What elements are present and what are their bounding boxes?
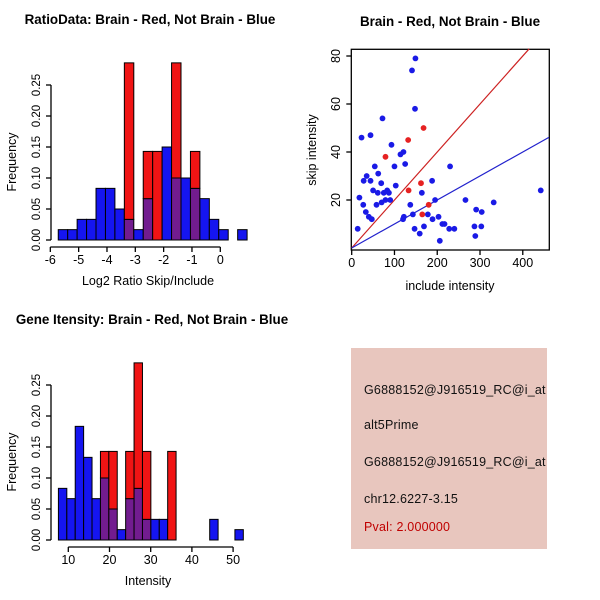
x-tick-label: 300 — [469, 256, 491, 270]
scatter-point-blue — [393, 183, 399, 189]
y-tick-label: 0.05 — [31, 497, 43, 521]
y-tick-label: 0.25 — [31, 373, 43, 397]
scatter-point-blue — [368, 132, 374, 138]
y-tick-label: 0.20 — [31, 104, 43, 128]
scatter-point-blue — [379, 200, 385, 206]
histogram-bar — [84, 457, 92, 540]
x-tick-label: 20 — [102, 553, 117, 567]
histogram-bar — [168, 451, 176, 540]
x-tick-label: -6 — [44, 253, 56, 267]
histogram-bar — [92, 499, 100, 540]
x-tick-label: 100 — [384, 256, 405, 270]
scatter-point-blue — [538, 188, 544, 194]
info-panel-background — [351, 348, 547, 549]
histogram-bar — [109, 451, 117, 509]
histogram-bar — [96, 188, 105, 240]
histogram-bar — [151, 519, 159, 540]
chart-title: Gene Itensity: Brain - Red, Not Brain - Blue — [15, 312, 289, 327]
y-tick-label: 0.15 — [31, 435, 43, 459]
y-tick-label: 0.00 — [31, 228, 43, 252]
histogram-bar — [134, 230, 143, 240]
gene-id-text: G6888152@J916519_RC@i_at — [364, 455, 546, 469]
info-panel — [300, 300, 600, 600]
y-tick-label: 0.10 — [31, 466, 43, 490]
scatter-point-blue — [389, 142, 395, 148]
histogram-bar — [100, 478, 108, 540]
scatter-point-blue — [491, 200, 497, 206]
scatter-point-red — [419, 212, 425, 218]
histogram-bar — [209, 219, 218, 240]
histogram-bar — [68, 230, 77, 240]
scatter-point-blue — [421, 224, 427, 230]
scatter-point-blue — [472, 224, 478, 230]
scatter-point-blue — [364, 173, 370, 179]
intensity-scatter-chart — [300, 0, 600, 300]
x-tick-label: 0 — [348, 256, 356, 270]
x-tick-label: -3 — [129, 253, 141, 267]
histogram-bar — [172, 63, 181, 178]
histogram-bar — [210, 519, 218, 540]
scatter-point-blue — [407, 202, 413, 208]
scatter-point-blue — [369, 216, 375, 222]
histogram-bar — [219, 230, 228, 240]
y-tick-label: 0.10 — [31, 166, 43, 190]
histogram-bar — [143, 199, 152, 240]
x-tick-label: 50 — [226, 553, 241, 567]
gene-intensity-histogram-chart — [0, 300, 300, 600]
x-tick-label: 200 — [426, 256, 448, 270]
histogram-bar — [142, 519, 150, 540]
histogram-bar — [190, 151, 199, 188]
y-tick-label: 0.05 — [31, 197, 43, 221]
scatter-point-blue — [356, 195, 362, 201]
histogram-bar — [77, 219, 86, 240]
x-tick-label: 30 — [143, 553, 158, 567]
y-tick-label: 60 — [329, 97, 343, 111]
x-tick-label: -4 — [101, 253, 113, 267]
scatter-point-blue — [375, 190, 381, 196]
scatter-point-blue — [451, 226, 457, 232]
scatter-point-blue — [398, 152, 404, 158]
x-tick-label: 40 — [184, 553, 199, 567]
scatter-point-blue — [479, 209, 485, 215]
x-axis-label: Intensity — [124, 574, 172, 588]
histogram-bar — [105, 188, 114, 240]
histogram-bar — [115, 209, 124, 240]
scatter-point-blue — [437, 238, 443, 244]
scatter-point-red — [421, 125, 427, 131]
scatter-point-blue — [400, 216, 406, 222]
histogram-bar — [58, 488, 66, 540]
y-axis-label: Frequency — [5, 432, 19, 492]
y-tick-label: 80 — [329, 49, 343, 63]
y-tick-label: 0.25 — [31, 73, 43, 97]
histogram-bar — [124, 63, 133, 219]
scatter-point-blue — [392, 164, 398, 170]
splice-type-text: alt5Prime — [364, 418, 419, 432]
y-tick-label: 20 — [329, 193, 343, 207]
scatter-point-blue — [380, 116, 386, 122]
histogram-bar — [143, 151, 152, 198]
scatter-point-blue — [381, 190, 387, 196]
histogram-bar — [100, 451, 108, 478]
scatter-point-blue — [472, 233, 478, 239]
histogram-bar — [200, 199, 209, 240]
scatter-point-blue — [425, 212, 431, 218]
scatter-point-blue — [430, 216, 436, 222]
x-tick-label: 400 — [512, 256, 534, 270]
histogram-bar — [134, 363, 142, 488]
histogram-bar — [126, 499, 134, 540]
x-tick-label: 0 — [216, 253, 224, 267]
y-axis-label: Frequency — [5, 132, 19, 192]
histogram-bar — [235, 530, 243, 540]
pval-text: Pval: 2.000000 — [364, 520, 451, 534]
histogram-bar — [153, 151, 162, 240]
chart-title: Brain - Red, Not Brain - Blue — [359, 14, 541, 29]
histogram-bar — [126, 451, 134, 498]
histogram-bar — [117, 530, 125, 540]
scatter-point-blue — [412, 106, 418, 112]
scatter-point-blue — [374, 202, 380, 208]
scatter-point-blue — [361, 178, 367, 184]
scatter-point-blue — [359, 135, 365, 141]
x-axis-label: Log2 Ratio Skip/Include — [81, 274, 215, 288]
y-tick-label: 0.15 — [31, 135, 43, 159]
histogram-bar — [142, 451, 150, 519]
scatter-point-blue — [446, 226, 452, 232]
histogram-bar — [162, 147, 171, 240]
scatter-point-blue — [372, 164, 378, 170]
scatter-point-blue — [429, 178, 435, 184]
scatter-point-blue — [402, 161, 408, 167]
scatter-point-red — [426, 202, 432, 208]
histogram-bar — [134, 488, 142, 540]
x-tick-label: -5 — [73, 253, 85, 267]
scatter-point-blue — [463, 197, 469, 203]
y-tick-label: 40 — [329, 145, 343, 159]
ratio-histogram-chart — [0, 0, 300, 300]
plot-box — [351, 49, 549, 250]
x-axis-label: include intensity — [405, 279, 495, 293]
chromosome-location-text: chr12.6227-3.15 — [364, 492, 459, 506]
scatter-point-blue — [413, 56, 419, 62]
scatter-point-blue — [432, 197, 438, 203]
scatter-point-blue — [375, 171, 381, 177]
x-tick-label: -1 — [186, 253, 198, 267]
chart-title: RatioData: Brain - Red, Not Brain - Blue — [24, 12, 276, 27]
scatter-point-red — [406, 188, 412, 194]
histogram-bar — [172, 178, 181, 240]
histogram-bar — [75, 426, 83, 540]
scatter-point-blue — [360, 202, 366, 208]
histogram-bar — [190, 188, 199, 240]
scatter-point-blue — [409, 68, 415, 74]
probe-id-text: G6888152@J916519_RC@i_at — [364, 383, 546, 397]
histogram-bar — [87, 219, 96, 240]
scatter-point-blue — [417, 231, 423, 237]
histogram-bar — [159, 519, 167, 540]
scatter-point-blue — [378, 180, 384, 186]
scatter-point-blue — [412, 226, 418, 232]
scatter-point-blue — [410, 212, 416, 218]
scatter-point-blue — [368, 178, 374, 184]
scatter-point-blue — [363, 209, 369, 215]
scatter-point-blue — [386, 190, 392, 196]
scatter-point-blue — [442, 221, 448, 227]
scatter-point-blue — [419, 190, 425, 196]
scatter-point-blue — [473, 207, 479, 213]
histogram-bar — [58, 230, 67, 240]
scatter-point-blue — [478, 224, 484, 230]
y-axis-label: skip intensity — [305, 114, 319, 186]
scatter-point-red — [405, 137, 411, 143]
scatter-point-blue — [355, 226, 361, 232]
histogram-bar — [109, 509, 117, 540]
scatter-point-red — [418, 180, 424, 186]
histogram-bar — [181, 178, 190, 240]
scatter-point-red — [383, 154, 389, 160]
x-tick-label: 10 — [61, 553, 76, 567]
histogram-bar — [124, 219, 133, 240]
histogram-bar — [67, 499, 75, 540]
histogram-bar — [238, 230, 247, 240]
y-tick-label: 0.20 — [31, 404, 43, 428]
x-tick-label: -2 — [158, 253, 170, 267]
y-tick-label: 0.00 — [31, 528, 43, 552]
scatter-point-blue — [436, 214, 442, 220]
scatter-point-blue — [447, 164, 453, 170]
